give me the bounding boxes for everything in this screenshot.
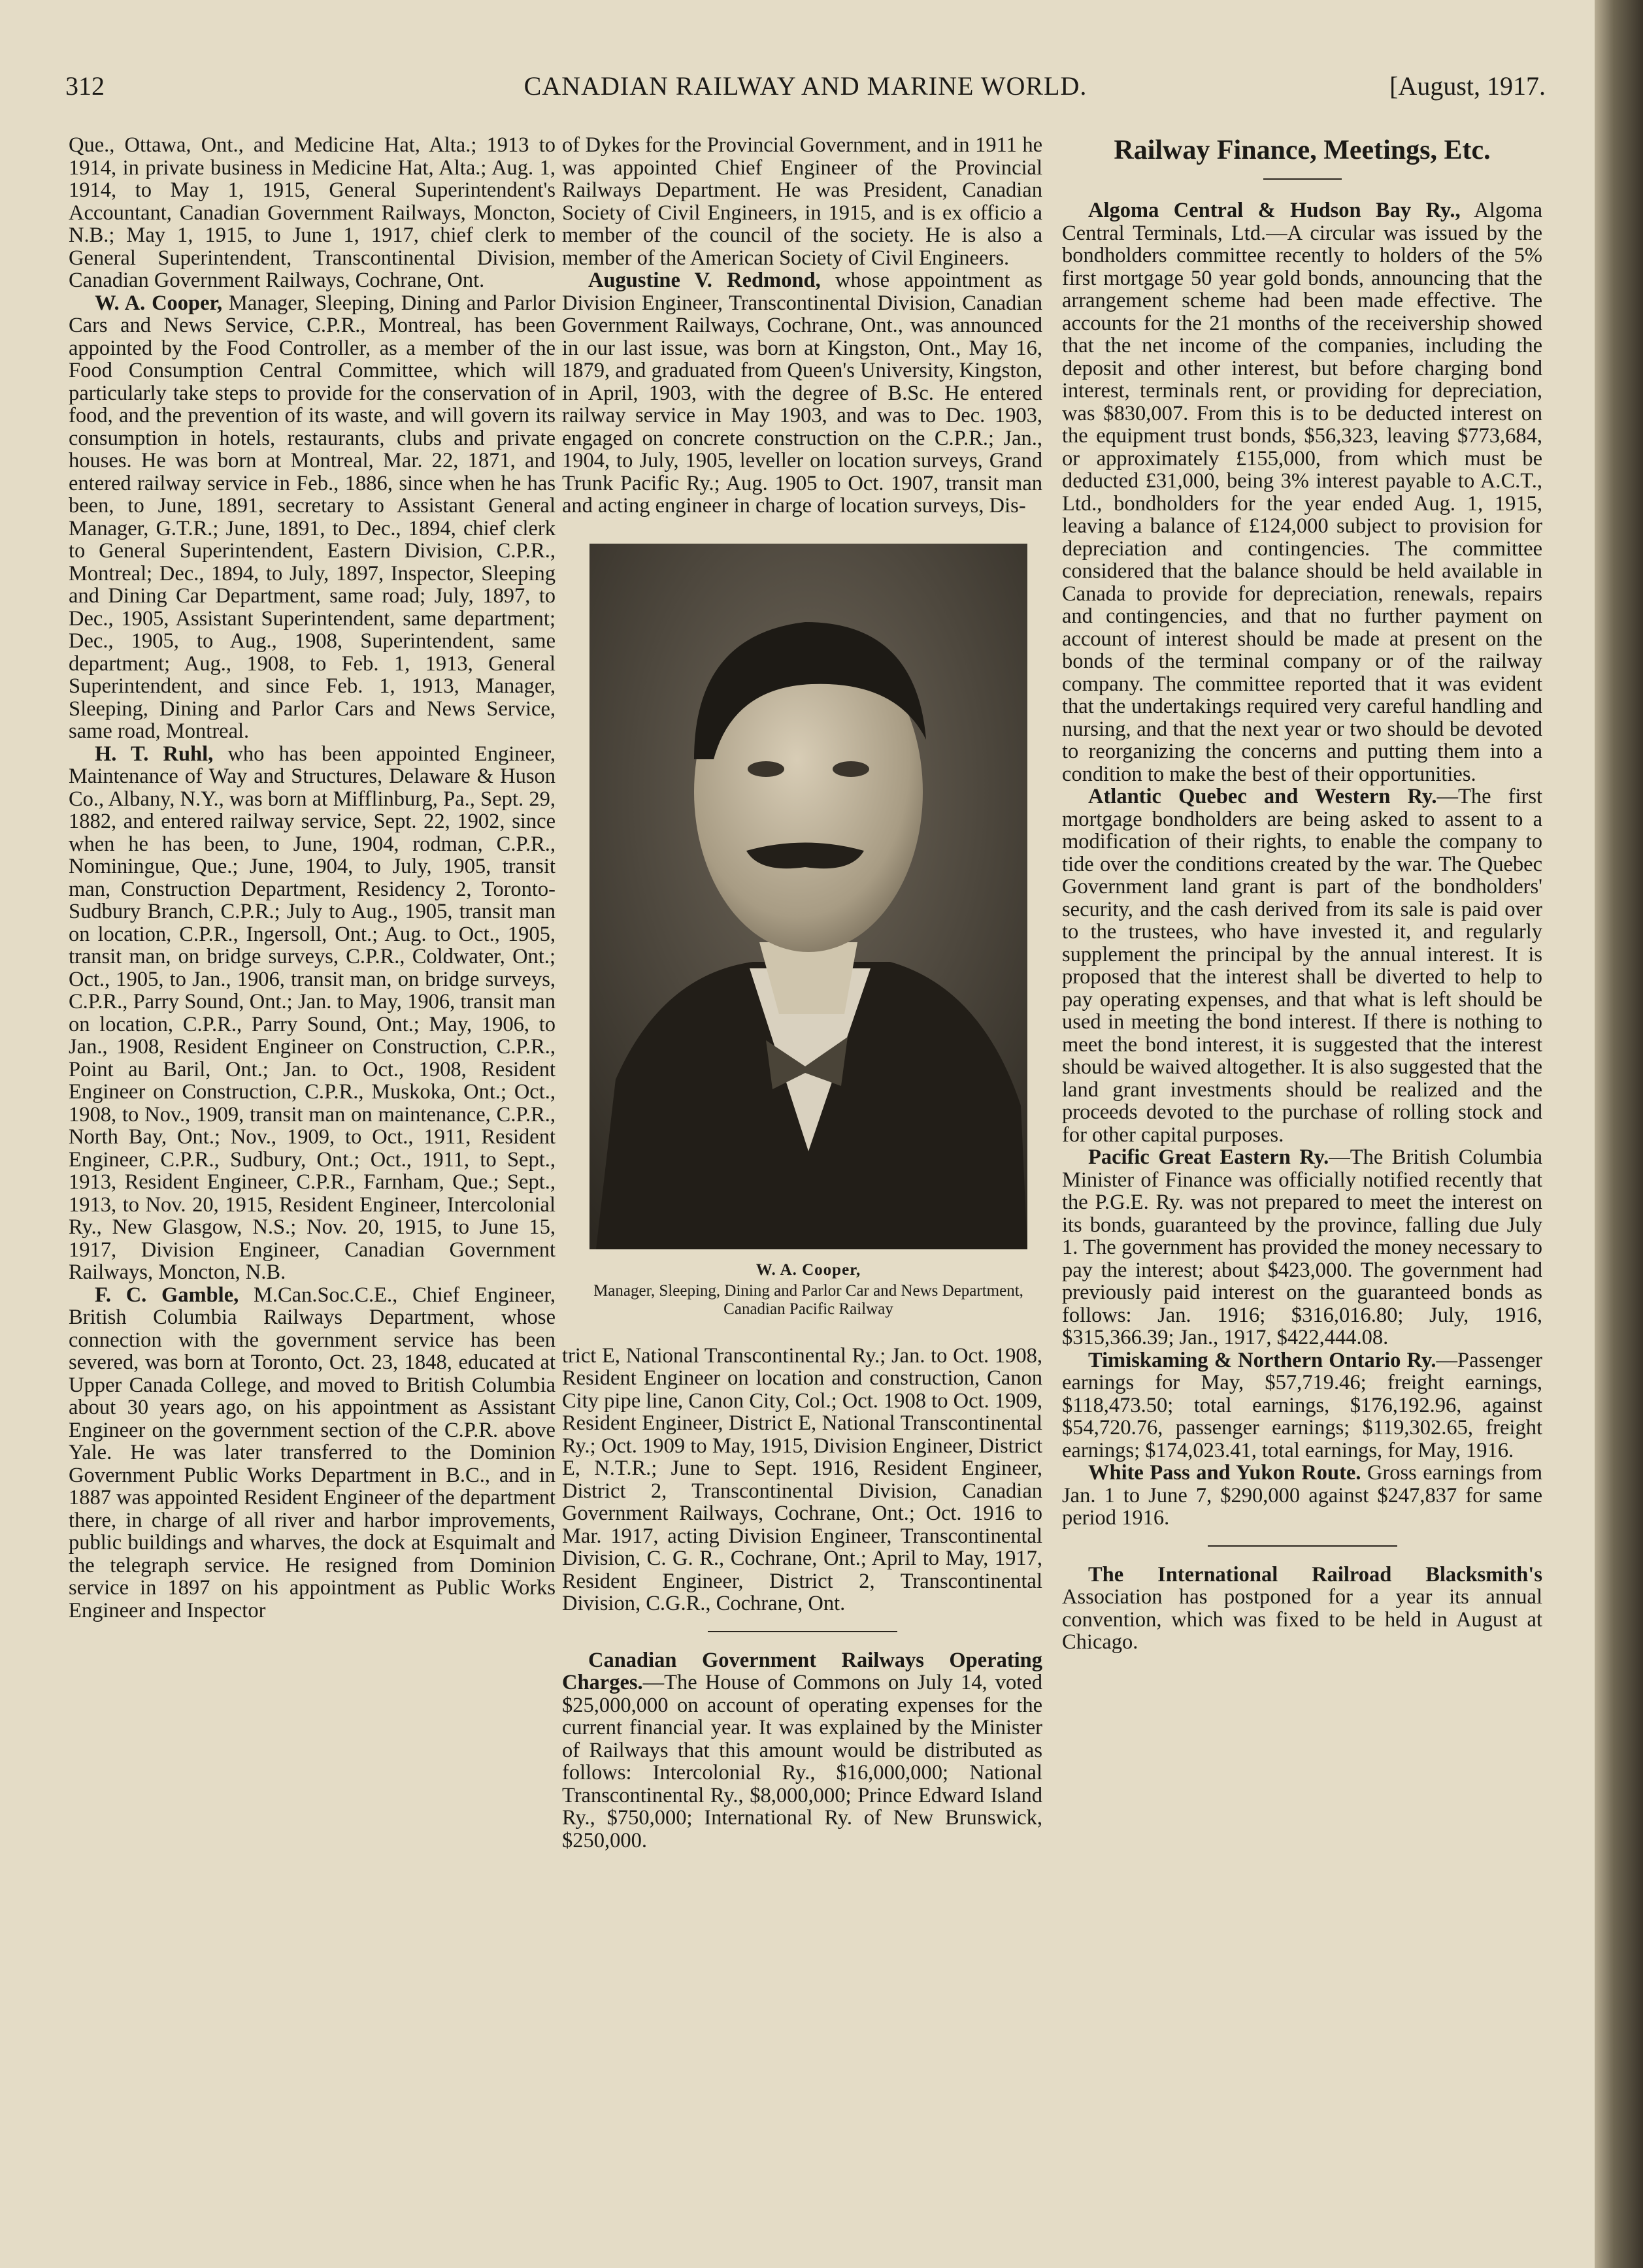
portrait-photo	[589, 544, 1027, 1249]
item-title: White Pass and Yukon Route.	[1088, 1461, 1361, 1485]
item-title: The International Railroad Blacksmith's	[1088, 1562, 1542, 1586]
paragraph	[69, 1284, 556, 1622]
paragraph: trict E, National Transcontinental Ry.; Jan. to Oct. 1908, Resident Engineer on location and construction, Canon City pipe line, Canon City, Col.; Oct. 1908 to Oct. 1909, Resident Engineer, District E, National Transcontinental Ry.; Oct. 1909 to May, 1915, Division Engineer, District E, N.T.R.; June to Sept. 1916, Resident Engineer, District 2, Transcontinental Division, Canadian Government Railways, Cochrane, Ont.; Oct. 1916 to Mar. 1917, acting Division Engineer, Transcontinental Division, C. G. R., Cochrane, Ont.; April to May, 1917, Resident Engineer, District 2, Transcontinental Division, C.G.R., Cochrane, Ont.	[562, 1343, 1042, 1615]
paragraph	[1062, 785, 1542, 1146]
person-name: Augustine V. Redmond,	[588, 269, 821, 292]
page-number: 312	[65, 71, 105, 101]
item-title: Canadian Government Railways Operating Charges.	[562, 1648, 1042, 1694]
paragraph-text: Manager, Sleeping, Dining and Parlor Cars and News Service, C.P.R., Montreal, has been appointed by the Food Controller, as a member of the Food Consumption Central Committee, which will particularly take steps to provide for the conservation of food, and the prevention of its waste, and will govern its consumption in hotels, restaurants, clubs and private houses. He was born at Montreal, Mar. 22, 1871, and entered railway service in Feb., 1886, since when he has been, to June, 1891, secretary to Assistant General Manager, G.T.R.; June, 1891, to Dec., 1894, chief clerk to General Superintendent, Eastern Division, C.P.R., Montreal; Dec., 1894, to July, 1897, Inspector, Sleeping and Dining Car Department, same road; July, 1897, to Dec., 1905, Assistant Superintendent, same department; Dec., 1905, to Aug., 1908, Superintendent, same department; Aug., 1908, to Feb. 1, 1913, General Superintendent, and since Feb. 1, 1913, Manager, Sleeping, Dining and Parlor Cars and News Service, same road, Montreal.	[69, 291, 556, 743]
paragraph-text: M.Can.Soc.C.E., Chief Engineer, British Columbia Railways Department, whose connection with the government service has been severed, was born at Toronto, Oct. 23, 1848, educated at Upper Canada College, and moved to British Columbia about 30 years ago, on his appointment as Assistant Engineer on the government section of the C.P.R. above Yale. He was later transferred to the Dominion Government Public Works Department in B.C., and in 1887 was appointed Resident Engineer of the department there, in charge of all river and harbor improvements, public buildings and wharves, the dock at Esquimalt and the telegraph service. He resigned from Dominion service in 1897 on his appointment as Public Works Engineer and Inspector	[69, 1283, 556, 1622]
paragraph-text: —The British Columbia Minister of Finance was officially notified recently that the P.G.E. Ry. was not prepared to meet the interest on its bonds, guaranteed by the province, falling due July 1. The government has provided the money necessary to pay the interest; about $423,000. The government had previously paid interest on the guaranteed bonds as follows: Jan. 1916; $316,016.80; July, 1916, $315,366.39; Jan., 1917, $422,444.08.	[1062, 1145, 1542, 1349]
section-heading: Railway Finance, Meetings, Etc.	[1114, 135, 1491, 165]
column-1	[69, 134, 556, 1622]
paragraph	[69, 292, 556, 743]
section-divider	[1263, 178, 1342, 180]
paragraph	[1062, 1349, 1542, 1462]
paragraph-text: Gross earnings from Jan. 1 to June 7, $290,000 against $247,837 for same period 1916.	[1062, 1461, 1542, 1530]
person-name: H. T. Ruhl,	[95, 742, 214, 766]
column-3	[1062, 134, 1542, 1654]
journal-title: CANADIAN RAILWAY AND MARINE WORLD.	[523, 71, 1087, 101]
page-header	[65, 71, 1546, 110]
paragraph	[562, 1649, 1042, 1852]
paragraph	[1062, 1146, 1542, 1349]
person-name: W. A. Cooper,	[95, 291, 223, 315]
paragraph	[562, 269, 1042, 518]
paragraph-text: —The first mortgage bondholders are being asked to assent to a modification of their rights, to enable the company to tide over the conditions created by the war. The Quebec Government land grant is part of the bondholders' security, and the cash derived from its sale is paid over to the trustees, who have invested it, and regularly supplement the principal by the annual interest. It is proposed that the interest shall be diverted to help to pay operating expenses, and that what is left should be used in meeting the bond interest. If there is nothing to meet the bond interest, it is suggested that the interest should be waived altogether. It is also suggested that the land grant investments should be realized and the proceeds devoted to the purchase of rolling stock and for other capital purposes.	[1062, 785, 1542, 1147]
issue-date: [August, 1917.	[1389, 71, 1546, 101]
paragraph-text: who has been appointed Engineer, Maintenance of Way and Structures, Delaware & Huson Co., Albany, N.Y., was born at Mifflinburg, Pa., Sept. 29, 1882, and entered railway service, Sept. 22, 1902, since when he has been, to June, 1904, rodman, C.P.R., Nominingue, Que.; June, 1904, to July, 1905, transit man, Construction Department, Residency 2, Toronto-Sudbury Branch, C.P.R.; July to Aug., 1905, transit man on location, C.P.R., Ingersoll, Ont.; Aug. to Oct., 1905, transit man, on bridge surveys, C.P.R., Coldwater, Ont.; Oct., 1905, to Jan., 1906, transit man, on bridge surveys, C.P.R., Parry Sound, Ont.; Jan. to May, 1906, transit man on location, C.P.R., Parry Sound, Ont.; May, 1906, to Jan., 1908, Resident Engineer on Construction, C.P.R., Point au Baril, Ont.; Jan. to Oct., 1908, Resident Engineer on Construction, C.P.R., Muskoka, Ont.; Oct., 1908, to Nov., 1909, transit man on maintenance, C.P.R., North Bay, Ont.; Nov., 1909, to Oct., 1911, Resident Engineer, C.P.R., Sudbury, Ont.; Oct., 1911, to Sept., 1913, Resident Engineer, C.P.R., Farnham, Que.; Sept., 1913, to Nov. 20, 1915, Resident Engineer, Intercolonial Ry., New Glasgow, N.S.; Nov. 20, 1915, to June 15, 1917, Division Engineer, Canadian Government Railways, Moncton, N.B.	[69, 742, 556, 1284]
paragraph: of Dykes for the Provincial Government, and in 1911 he was appointed Chief Engineer of the Provincial Railways Department. He was President, Canadian Society of Civil Engineers, in 1915, and is ex officio a member of the council of the society. He is also a member of the American Society of Civil Engineers.	[562, 133, 1042, 270]
paragraph: Que., Ottawa, Ont., and Medicine Hat, Alta.; 1913 to 1914, in private business in Medicine Hat, Alta.; Aug. 1, 1914, to May 1, 1915, General Superintendent's Accountant, Canadian Government Railways, Moncton, N.B.; May 1, 1915, to June 1, 1917, chief clerk to General Superintendent, Transcontinental Division, Canadian Government Railways, Cochrane, Ont.	[69, 133, 556, 292]
paragraph	[1062, 1564, 1542, 1654]
paragraph	[1062, 1462, 1542, 1530]
item-title: Algoma Central & Hudson Bay Ry.,	[1088, 199, 1461, 222]
caption-text: Manager, Sleeping, Dining and Parlor Car and News Department, Canadian Pacific Railway	[593, 1281, 1023, 1318]
photo-caption	[589, 1261, 1027, 1319]
item-title: Timiskaming & Northern Ontario Ry.	[1088, 1348, 1436, 1372]
book-binding-edge	[1595, 0, 1643, 2268]
paragraph-text: Association has postponed for a year its annual convention, which was fixed to be held in August at Chicago.	[1062, 1585, 1542, 1654]
caption-name: W. A. Cooper,	[755, 1260, 861, 1279]
paragraph-text: whose appointment as Division Engineer, Transcontinental Division, Canadian Government Railways, Cochrane, Ont., was announced in our last issue, was born at Kingston, Ont., May 16, 1879, and graduated from Queen's University, Kingston, in April, 1903, with the degree of B.Sc. He entered railway service in May 1903, and was to Dec. 1903, engaged on concrete construction on the C.P.R.; Jan., 1904, to July, 1905, leveller on location surveys, Grand Trunk Pacific Ry.; Aug. 1905 to Oct. 1907, transit man and acting engineer in charge of location surveys, Dis-	[562, 269, 1042, 518]
portrait-figure	[589, 544, 1027, 1319]
paragraph-text: —Passenger earnings for May, $57,719.46; freight earnings, $118,473.50; total earnings, $176,192.96, against $54,720.76, passenger earnings; $119,302.65, freight earnings; $174,023.41, total earnings, for May, 1916.	[1062, 1348, 1542, 1462]
column-2	[562, 134, 1042, 1852]
paragraph	[69, 743, 556, 1284]
paragraph-text: Algoma Central Terminals, Ltd.—A circular was issued by the bondholders committee recently to holders of the 5% first mortgage 50 year gold bonds, announcing that the arrangement scheme had been made effective. The accounts for the 21 months of the receivership showed that the net income of the companies, including the deposit and other interest, but before charging bond interest, terminals rent, or providing for depreciation, was $830,007. From this is to be deducted interest on the equipment trust bonds, $56,323, leaving $773,684, or approximately £155,000, from which must be deducted £31,000, being 3% interest payable to A.C.T., Ltd., bondholders for the year ended Aug. 1, 1915, leaving a balance of £124,000 subject to provision for depreciation and contingencies. The committee considered that the balance should be held available in Canada to provide for depreciation, renewals, repairs and contingencies, and that no further payment on account of interest should be made at present on the bonds of the terminal company or of the railway company. The committee reported that it was evident that the undertakings required very careful handling and nursing, and that the next year or two should be devoted to reorganizing the concerns and putting them into a condition to make the best of their opportunities.	[1062, 199, 1542, 786]
paragraph-text: —The House of Commons on July 14, voted $25,000,000 on account of operating expenses for the current financial year. It was explained by the Minister of Railways that this amount would be distributed as follows: Intercolonial Ry., $16,000,000; National Transcontinental Ry., $8,000,000; Prince Edward Island Ry., $750,000; International Ry. of New Brunswick, $250,000.	[562, 1671, 1042, 1852]
item-title: Pacific Great Eastern Ry.	[1088, 1145, 1329, 1169]
item-title: Atlantic Quebec and Western Ry.	[1088, 785, 1437, 808]
person-name: F. C. Gamble,	[95, 1283, 239, 1307]
paragraph	[1062, 199, 1542, 785]
section-divider	[708, 1631, 897, 1632]
section-divider	[1208, 1545, 1397, 1547]
